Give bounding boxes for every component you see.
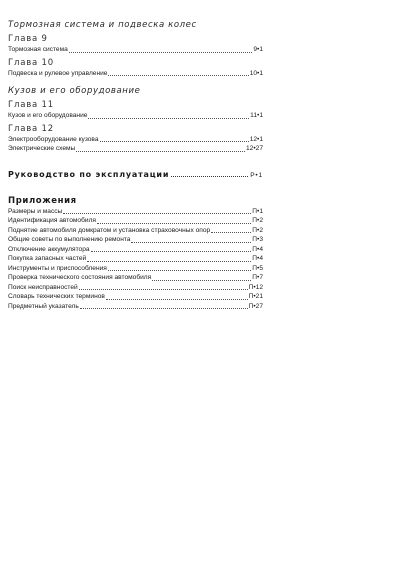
toc-entry-page: П•7 [252,274,263,281]
toc-entry-page: П•4 [252,255,263,262]
toc-entry[interactable] [8,254,263,264]
toc-entry-page: 12•1 [249,135,263,143]
chapter-label: Глава 10 [8,57,54,68]
toc-entry-page: П•1 [252,207,263,215]
leader-dots [79,288,248,290]
toc-entry-page: П•2 [252,226,263,234]
toc-entry[interactable] [8,69,263,79]
toc-entry-page: 10•1 [249,69,263,77]
leader-dots [108,269,251,271]
toc-entry-page: П•2 [252,217,263,224]
toc-entry[interactable] [8,302,263,312]
toc-entry[interactable] [8,292,263,302]
manual-title: Руководство по эксплуатации [8,169,170,179]
toc-entry-title: Идентификация автомобиля [8,217,96,224]
toc-entry[interactable] [8,283,263,293]
section-title: Кузов и его оборудование [8,86,141,96]
toc-entry-title: Поиск неисправностей [8,283,78,291]
toc-entry[interactable] [8,216,263,226]
leader-dots [88,117,249,119]
toc-entry-page: 12•27 [246,145,263,152]
toc-entry-title: Словарь технических терминов [8,293,105,300]
toc-entry-page: 11•1 [250,112,263,119]
toc-entry-page: П•5 [252,264,263,272]
leader-dots [91,250,252,252]
toc-entry-title: Проверка технического состояния автомобиля [8,274,152,281]
toc-entry-title: Тормозная система [8,46,68,53]
leader-dots [97,222,251,224]
toc-entry-page: П•4 [252,245,263,253]
section-title: Тормозная система и подвеска колес [8,20,197,30]
leader-dots [63,212,251,214]
toc-entry-title: Отключение аккумулятора [8,245,90,253]
leader-dots [69,51,253,53]
toc-entry-title: Кузов и его оборудование [8,112,88,119]
toc-entry-title: Инструменты и приспособления [8,264,107,272]
table-of-contents [8,20,263,311]
appendix-list [8,207,263,312]
toc-entry[interactable] [8,45,263,55]
toc-entry-title: Предметный указатель [8,302,79,310]
leader-dots [131,241,251,243]
toc-entry[interactable] [8,264,263,274]
chapter-label: Глава 12 [8,123,54,134]
manual-page: Р•1 [250,171,263,179]
leader-dots [80,307,248,309]
toc-entry-title: Общие советы по выполнению ремонта [8,236,131,243]
toc-entry-title: Электрические схемы [8,145,76,152]
leader-dots [171,175,248,177]
leader-dots [100,140,249,142]
toc-entry-title: Электрооборудование кузова [8,135,99,143]
leader-dots [76,150,245,152]
toc-entry-page: П•12 [248,283,263,291]
chapter-label: Глава 11 [8,100,54,110]
toc-entry[interactable] [8,135,263,145]
toc-entry[interactable] [8,245,263,255]
toc-entry[interactable] [8,144,263,154]
toc-entry-page: 9•1 [253,46,263,53]
leader-dots [106,298,248,300]
toc-entry-page: П•21 [248,293,263,300]
toc-entry-manual[interactable] [8,170,263,179]
leader-dots [108,74,248,76]
toc-entry-title: Покупка запасных частей [8,255,87,262]
toc-entry-page: П•3 [252,236,263,243]
toc-entry[interactable] [8,226,263,236]
toc-entry[interactable] [8,235,263,245]
leader-dots [152,279,251,281]
toc-entry-title: Поднятие автомобиля домкратом и установка страховочных опор [8,226,211,234]
toc-entry[interactable] [8,111,263,121]
toc-entry-page: П•27 [248,302,263,310]
toc-entry[interactable] [8,273,263,283]
leader-dots [211,231,251,233]
toc-entry-title: Размеры и массы [8,207,63,215]
appendices-title: Приложения [8,195,77,206]
toc-entry[interactable] [8,207,263,217]
leader-dots [87,260,251,262]
chapter-label: Глава 9 [8,34,48,44]
toc-entry-title: Подвеска и рулевое управление [8,69,108,77]
